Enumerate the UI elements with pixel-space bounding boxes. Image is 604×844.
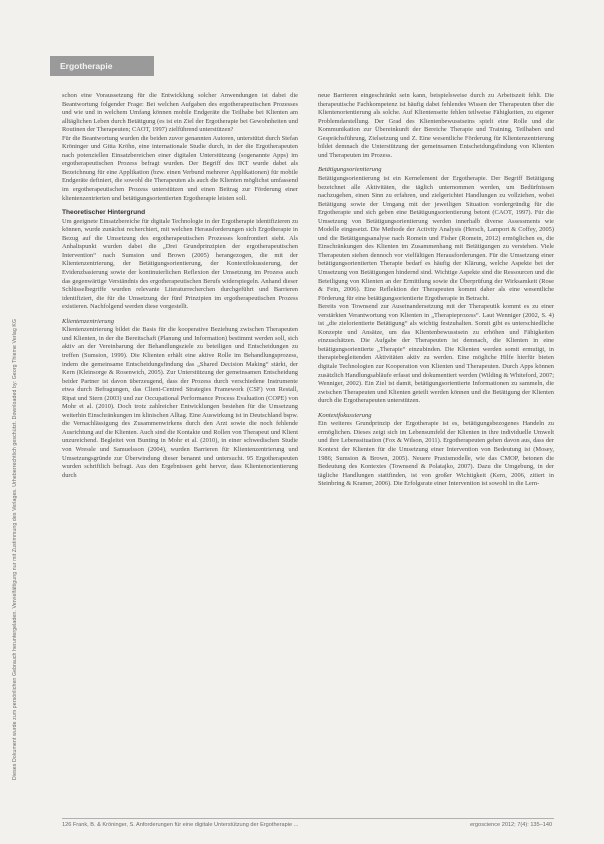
subsection-heading: Kontextfokussierung xyxy=(318,411,372,419)
subsection-heading: Betätigungsorientierung xyxy=(318,166,382,174)
paragraph: Um geeignete Einsatzbereiche für digitale Technologie in der Ergotherapie identifizieren zu können, wurde zunächst recherchiert, mit welchen Herausforderungen sich Ergotherapie in Bezug auf die Umsetzung des ergotherapeutischen Prozesses konfrontiert sieht. Als Anhaltspunkt wurden dabei die „Drei Grundprinzipien der ergotherapeutischen Intervention“ nach Sumsion und Brown (2005) herangezogen, die mit der Klientenzentrierung, der Betätigungsorientierung, der Kontextfokussierung, der Evidenzbasierung sowie der kontinuierlichen Reflexion der Umsetzung im Prozess auch das gegenwärtige Verständnis des ergotherapeutischen Berufs widerspiegeln. Anhand dieser Schlüsselbegriffe wurden relevante Literaturrecherchen durchgeführt und Barrieren identifiziert, die für die Umsetzung der fünf Prinzipien im ergotherapeutischen Prozess existieren. Nachfolgend werden diese vorgestellt. xyxy=(62,217,298,311)
footer-journal: ergoscience 2012; 7(4): 135–140 xyxy=(470,822,553,828)
paragraph: Klientenzentrierung bildet die Basis für die kooperative Beziehung zwischen Therapeuten und Klienten, in der die Bereitschaft (Planung und Information) bestimmt werden soll, sich aktiv an der Vereinbarung der Behandlungsziele zu beteiligen und Entscheidungen zu treffen (Sumsion, 1999). Die Klienten erhält eine aktive Rolle im Behandlungsprozess, indem die gemeinsame Entscheidungsfindung das „Shared Decision Making“ stärkt, der Kern (Kleinsorge & Rosenwich, 2005). Zur Unterstützung der gemeinsamen Entscheidung beider Partner ist davon überzeugend, dass der Prozess durch verschiedene Instrumente etwa durch Befragungen, das Client-Centred Strategies Framework (CSF) von Restall, Ripat und Stern (2003) und zur Occupational Performance Process Evaluation (COPE) von Mohr et al. (2010). Doch trotz zahlreicher Entwicklungen bestehen für die Umsetzung weiterhin Einschränkungen im klinischen Alltag. Eine Auswirkung ist in Deutschland bspw. die Vernachlässigung des Zusammenwirkens durch den Arzt sowie die noch fehlende Ausrichtung auf die Klienten. Auch sind die Kontakte und Rollen von Therapeut und Klient unzureichend. Begleitet von Bunting in Mohr et al. (2010), in einer schwedischen Studie von Wressle und Samuelsson (2004), wurden Barrieren für Klientenzentrierung und Umsetzungsgründe zur Überwindung dieser benannt und untersucht. 95 Ergotherapeuten wurden schriftlich befragt. Aus den Ergebnissen geht hervor, dass Klientenorientierung durch xyxy=(62,326,298,479)
left-column xyxy=(62,92,298,822)
subsection-heading: Klientenzentrierung xyxy=(62,317,114,325)
paragraph: neue Barrieren eingeschränkt sein kann, beispielsweise durch zu Arbeitszeit fehlt. Die therapeutische Fachkompetenz ist häufig dabei fehlendes Wissen der Therapeuten über die Klientenorientierung als solche. Auf Klientenseite fehlen teilweise Fähigkeiten, zu eigener Problemdarstellung. Der Grad des Klientenbewusstseins spielt eine Rolle und die Kommunikation zur Übereinkunft der Bereiche Therapie und Training, Teilhaben und Gesprächsführung, Zielsetzung und Z. Eine wesentliche Förderung für Klientenzentrierung bildet demnach die Unterstützung der gemeinsamen Entscheidungsfindung von Klienten und Therapeuten im Prozess. xyxy=(318,92,554,159)
side-copyright-note: Dieses Dokument wurde zum persönlichen Gebrauch heruntergeladen. Vervielfältigung nur mit Zustimmung des Verlages. Urheberrechtlich geschützt. Downloaded by: Georg Thieme Verlag KG xyxy=(12,318,18,780)
section-header: Ergotherapie xyxy=(50,56,154,76)
paragraph: Bereits von Townsend zur Auseinandersetzung mit der Therapeutik kommt es zu einer verstärkten Verantwortung von Klienten in „Therapieprozess“. Laut Wenniger (2002, S. 4) ist „die zielorientierte Betätigung“ als wichtig festzuhalten. Somit gibt es unterschiedliche Konzepte und Ansätze, um das Klientenbewusstsein zu erhöhen und Fähigkeiten einzuschätzen. Die Aufgabe der Therapeuten ist demnach, die Klienten in eine betätigungsorientierte „Therapie“ einzubinden. Die Klienten werden somit ermutigt, in therapiebegleitenden Aktivitäten aktiv zu werden. Eine mögliche Hilfe hierfür bieten digitale Technologien zur Kooperation von Klienten und Therapeuten. Durch Apps können zusätzlich Handlungsabläufe erfasst und dokumentiert werden (Wilding & Whiteford, 2007; Wenniger, 2002). Ein Ziel ist damit, betätigungsorientierte Informationen zu sammeln, die zwischen Therapeuten und Klienten geteilt werden können und die Betätigung der Klienten durch die Ergotherapeuten unterstützen. xyxy=(318,303,554,405)
paragraph: schon eine Voraussetzung für die Entwicklung solcher Anwendungen ist dabei die Beantwortung folgender Frage: Bei welchen Aufgaben des ergotherapeutischen Prozesses und wie und in welchem Umfang können mobile Endgeräte die Teilhabe bei Klienten am alltäglichen Leben durch Betätigung (es ist ein Ziel der Ergotherapie bei Gewohnheiten und Routinen der Therapeuten; CAOT, 1997) zielführend unterstützen? xyxy=(62,92,298,134)
right-column xyxy=(318,92,554,822)
footer-citation: 126 Frank, B. & Kröninger, S. Anforderungen für eine digitale Unterstützung der Ergotherapie ... xyxy=(62,822,299,828)
paragraph: Für die Beantwortung wurden die beiden zuvor genannten Autoren, unterstützt durch Stefan Kröninger und Gitta Kröhn, eine internationale Studie durch, in der die Ergotherapeuten nach potenziellen Einsatzbereichen einer digitalen Unterstützung (sogenannte Apps) im ergotherapeutischen Prozess befragt wurden. Der Begriff des IKT wurde dabei als Bezeichnung für eine Applikation (bzw. einen Verbund mehrerer Applikationen) für mobile Endgeräte definiert, die sowohl die Therapeuten als auch die Klienten möglichst umfassend im ergotherapeutischen Prozess unterstützen und einen Beitrag zur Förderung einer klientenzentrierten und betätigungsorientierten Ergotherapie leisten soll. xyxy=(62,134,298,202)
section-heading: Theoretischer Hintergrund xyxy=(62,209,146,217)
paragraph: Betätigungsorientierung ist ein Kernelement der Ergotherapie. Der Begriff Betätigung bezeichnet alle Aktivitäten, die täglich unternommen werden, um Bedürfnissen nachzugehen, einen Sinn zu erfahren, und zielgerichtet Handlungen zu vollziehen, wobei Betätigung sowie der Umgang mit der jeweiligen Situation vordergründig für die Ergotherapie und sich geben eine Betätigungsorientierung betont (CAOT, 1997). Für die Umsetzung von Betätigungsorientierung werden innerhalb diverse Assessments wie Modelle eingesetzt. Die Methode der Activity Analysis (Hersch, Lamport & Coffey, 2005) und die Betätigungsanalyse nach Romein und Fisher (Romein, 2012) ermöglichen es, die Einschränkungen des Klienten im Zusammenhang mit Betätigungen zu verstehen. Viele Therapeuten stehen dennoch vor vielfältigen Herausforderungen. Für die Umsetzung einer betätigungsorientierten Therapie bedarf es häufig der Klärung, welche Aspekte bei der Umsetzung von Betätigungen hindernd sind. Wichtige Aspekte sind die Ressourcen und die Beteiligung von Klienten an der Ermittlung sowie die Überprüfung der Wirksamkeit (Rose & Fein, 2006). Eine Reflektion der Therapeuten kommt daher als eine wesentliche Förderung für eine betätigungsorientierte Ergotherapie in Betracht. xyxy=(318,174,554,302)
footer-divider xyxy=(62,818,554,819)
paragraph: Ein weiteres Grundprinzip der Ergotherapie ist es, betätigungsbezogenes Handeln zu ermöglichen. Dieses zeigt sich im Lebensumfeld der Klienten in ihre individuelle Umwelt und ihre Lebenssituation (Fox & Wilson, 2011). Ergotherapeuten gehen davon aus, dass der Kontext der Klienten für die Umsetzung einer Intervention von Bedeutung ist (Mosey, 1986; Sumsion & Brown, 2005). Neuere Praxismodelle, wie das CMOP, betonen die Bedeutung des Kontextes (Townsend & Polatajko, 2007). Dazu die Umgebung, in der tägliche Handlungen stattfinden, ist von großer Wichtigkeit (Kern, 2006, zitiert in Steinbring & Kramer, 2006). Die Erfolgsrate einer Intervention ist sowohl in die Lern- xyxy=(318,420,554,488)
